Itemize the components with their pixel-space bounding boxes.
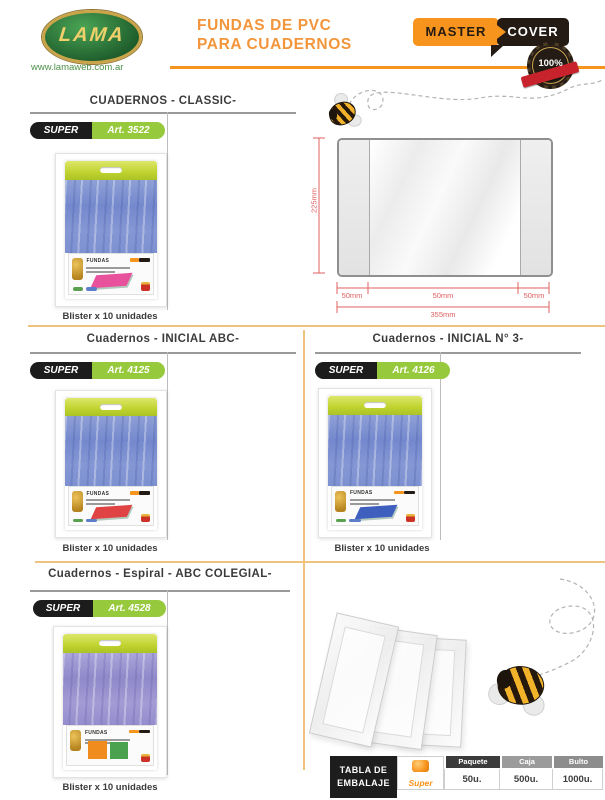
label-title: FUNDAS	[84, 729, 108, 736]
pvc-sleeves-image	[65, 416, 157, 486]
product-photo-inicial-3	[318, 388, 432, 538]
super-badge: SUPER	[30, 362, 92, 379]
mini-logo-dark	[139, 258, 150, 262]
super-product-icon	[412, 760, 429, 772]
product-label	[68, 486, 155, 526]
product-photo-inicial-abc	[55, 390, 167, 538]
table-value-bulto: 1000u.	[553, 769, 603, 790]
label-title: FUNDAS	[349, 490, 373, 497]
label-mark	[73, 287, 83, 291]
mini-logo-orange	[130, 491, 139, 494]
hang-hole	[364, 402, 386, 408]
table-value-caja: 500u.	[500, 769, 553, 790]
section-separator	[35, 561, 605, 563]
super-product-label: Super	[408, 778, 433, 788]
blister-pack	[63, 634, 157, 770]
mini-logo-dark	[139, 730, 150, 733]
section-rule	[315, 352, 581, 354]
notebook-image	[88, 741, 107, 760]
packaging-table-title-line1: TABLA DE	[339, 765, 388, 775]
pvc-cover-window	[322, 627, 386, 734]
product-photo-espiral	[53, 626, 167, 778]
pvc-sleeves-image	[65, 180, 157, 253]
blister-quantity-text: Blister x 10 unidades	[62, 782, 158, 793]
product-label	[331, 486, 419, 526]
label-subtitle-bar	[86, 499, 130, 501]
super-badge: SUPER	[315, 362, 377, 379]
blister-header-card	[328, 396, 422, 415]
label-mark	[336, 519, 346, 522]
blister-header-card	[65, 398, 157, 416]
notebook-image	[91, 273, 134, 288]
label-subtitle-bar	[86, 267, 130, 269]
dimension-center: 50mm	[432, 291, 454, 300]
hang-hole	[100, 167, 122, 173]
blister-quantity-text: Blister x 10 unidades	[62, 543, 158, 554]
hang-hole	[100, 404, 122, 410]
label-title: FUNDAS	[86, 258, 110, 264]
section-title-inicial-3: Cuadernos - INICIAL N° 3-	[372, 333, 524, 345]
label-badge-icon	[72, 258, 83, 280]
dimension-height: 225mm	[309, 188, 319, 214]
blister-header-card	[63, 634, 157, 653]
packaging-table-product-cell	[397, 756, 444, 790]
blister-quantity-text: Blister x 10 unidades	[334, 543, 430, 554]
mini-logo-orange	[394, 491, 404, 494]
packaging-table-title-line2: EMBALAJE	[337, 778, 390, 788]
master-cover-master-label: MASTER	[413, 18, 499, 46]
section-rule	[30, 590, 290, 592]
mini-logo-orange	[130, 258, 139, 262]
section-separator	[28, 325, 605, 327]
label-title: FUNDAS	[86, 490, 110, 497]
blister-pack	[328, 396, 422, 530]
dimension-left-flap: 50mm	[341, 291, 363, 300]
section-title-espiral: Cuadernos - Espiral - ABC COLEGIAL-	[48, 568, 272, 580]
master-cover-arrow-tail	[491, 45, 504, 57]
section-rule	[30, 352, 296, 354]
label-subtitle-bar	[350, 503, 379, 505]
label-corner-badge	[141, 514, 149, 522]
label-mark	[86, 519, 98, 522]
pvc-sleeves-image	[63, 653, 157, 725]
section-title-classic: CUADERNOS - CLASSIC-	[89, 95, 237, 107]
table-header-caja: Caja	[502, 756, 552, 768]
label-mark	[73, 519, 83, 522]
mini-logo-dark	[139, 491, 150, 494]
blister-pack	[65, 161, 157, 299]
hang-hole	[99, 640, 121, 646]
table-value-paquete: 50u.	[444, 769, 500, 790]
article-badge: Art. 3522	[92, 122, 165, 139]
product-label	[68, 253, 155, 294]
blister-header-card	[65, 161, 157, 180]
label-badge-icon	[335, 491, 346, 512]
label-corner-badge	[406, 514, 415, 522]
label-badge-icon	[72, 491, 83, 512]
blister-quantity-text: Blister x 10 unidades	[62, 311, 158, 322]
lama-logo-text: LAMA	[57, 24, 127, 46]
page-title-line2: PARA CUADERNOS	[197, 36, 352, 53]
lama-logo	[42, 10, 142, 64]
section-title-inicial-abc: Cuadernos - INICIAL ABC-	[86, 333, 240, 345]
label-subtitle-bar	[86, 271, 115, 273]
article-badge: Art. 4528	[93, 600, 166, 617]
master-cover-arrow-icon	[489, 19, 506, 45]
page-title-line1: FUNDAS DE PVC	[197, 17, 332, 34]
label-badge-icon	[70, 730, 81, 751]
dimension-right-flap: 50mm	[523, 291, 545, 300]
column-divider	[167, 352, 168, 540]
dimension-total-width: 355mm	[430, 310, 456, 319]
website-link[interactable]: www.lamaweb.com.ar	[31, 62, 124, 73]
table-header-paquete: Paquete	[446, 756, 500, 768]
master-cover-cover-label: COVER	[497, 18, 569, 46]
label-subtitle-bar	[86, 503, 115, 505]
label-mark	[86, 287, 98, 291]
notebook-image	[91, 505, 133, 519]
notebook-image	[354, 505, 397, 520]
quality-seal-icon	[527, 42, 574, 89]
article-badge: Art. 4126	[377, 362, 450, 379]
column-separator	[303, 330, 305, 770]
section-rule	[30, 112, 296, 114]
product-photo-classic	[55, 153, 167, 307]
page-title	[197, 16, 352, 54]
article-badge: Art. 4125	[92, 362, 165, 379]
quality-seal-value: 100%	[538, 58, 563, 69]
label-mark	[349, 519, 361, 522]
blister-pack	[65, 398, 157, 530]
pvc-sleeves-image	[328, 415, 422, 486]
label-subtitle-bar	[350, 499, 395, 501]
label-corner-badge	[141, 754, 150, 763]
column-divider	[167, 112, 168, 310]
column-divider	[167, 590, 168, 775]
mini-logo-orange	[129, 730, 139, 733]
column-divider	[440, 352, 441, 540]
label-corner-badge	[141, 282, 149, 291]
bee-icon	[327, 99, 358, 127]
super-badge: SUPER	[30, 122, 92, 139]
super-badge: SUPER	[33, 600, 93, 617]
packaging-table-title	[330, 756, 397, 798]
table-header-bulto: Bulto	[554, 756, 603, 768]
product-label	[66, 725, 154, 766]
mini-logo-dark	[404, 491, 415, 494]
